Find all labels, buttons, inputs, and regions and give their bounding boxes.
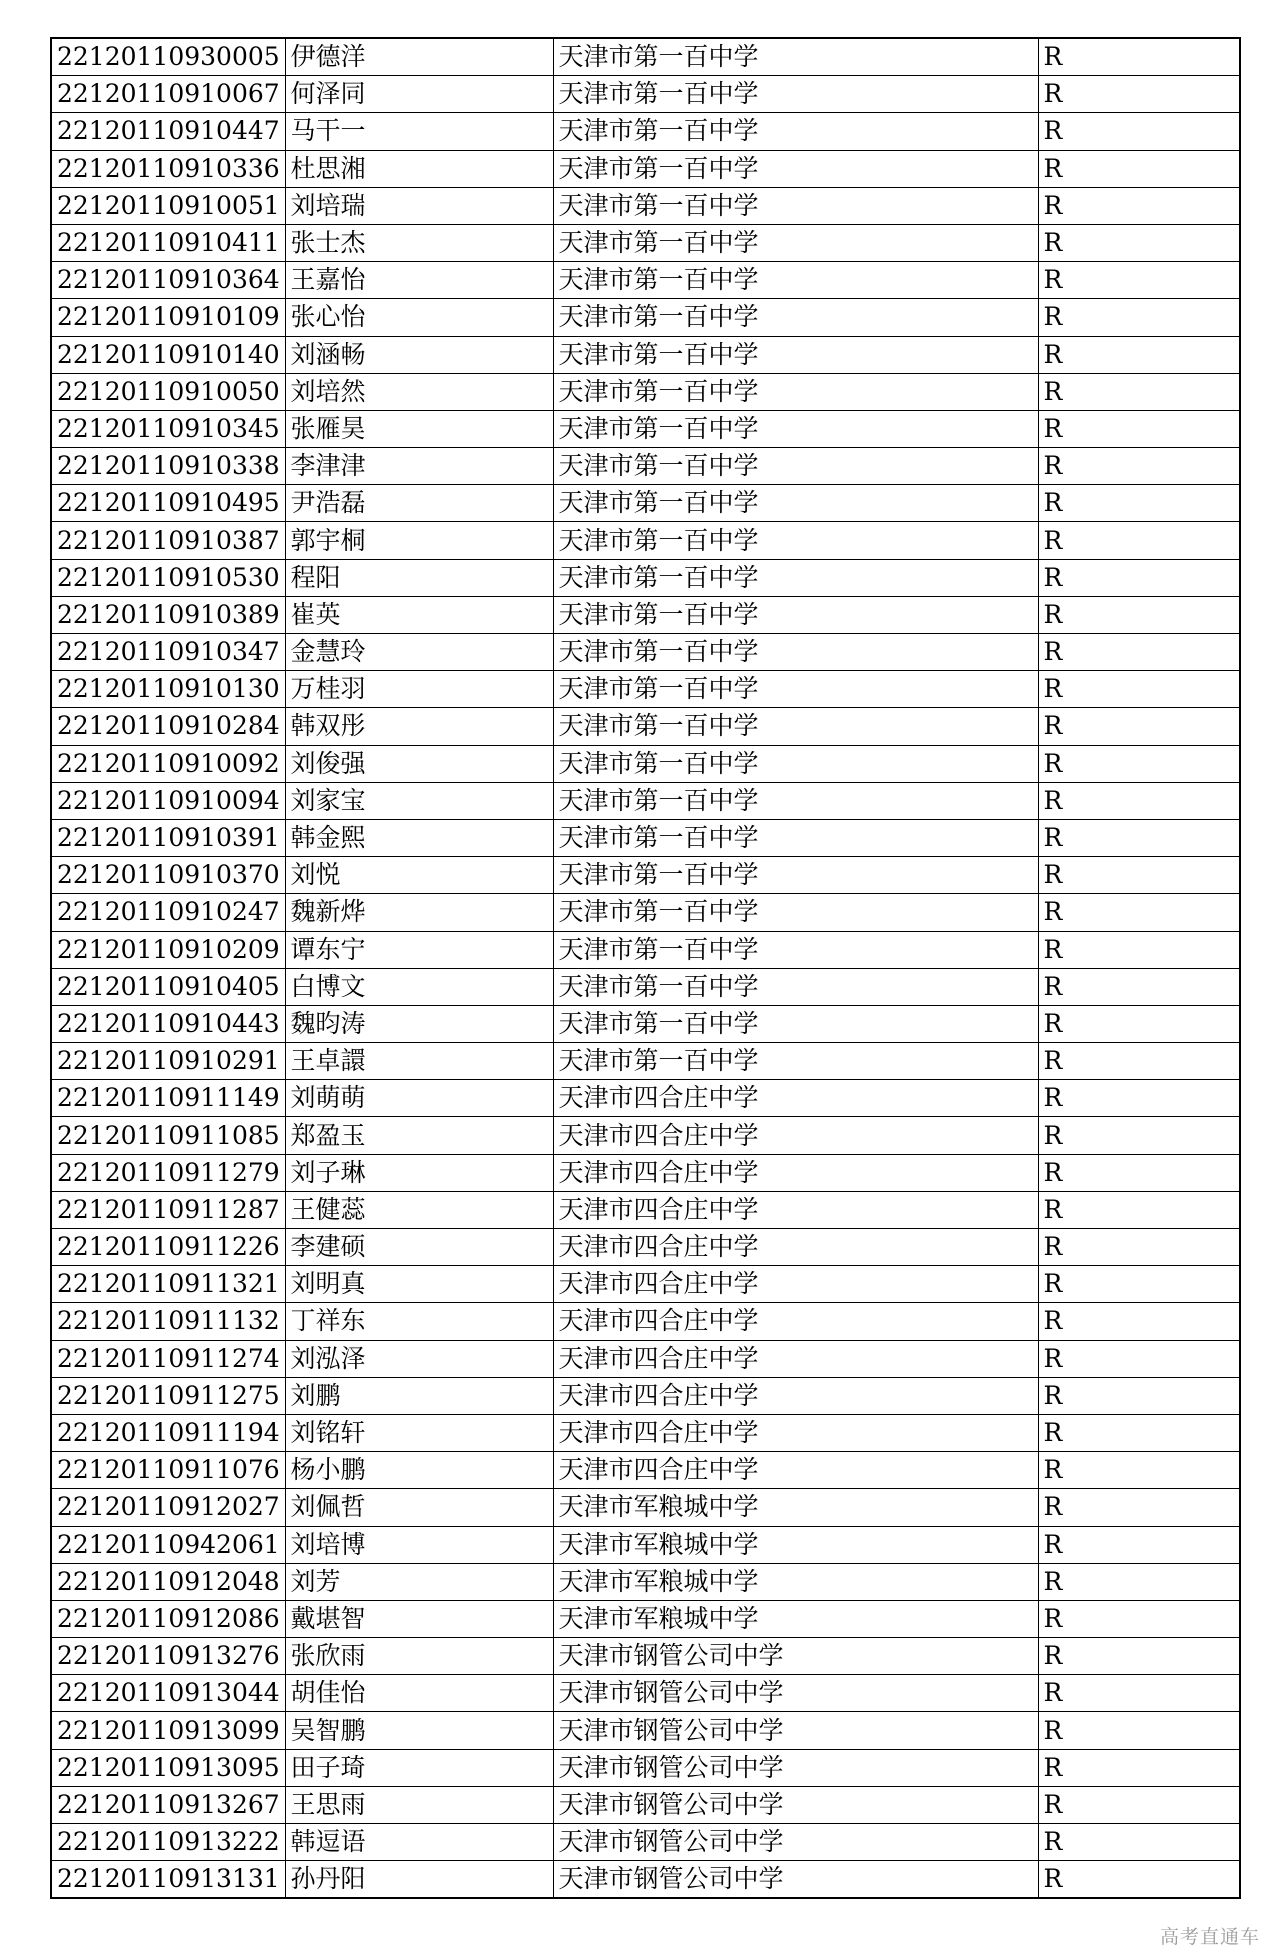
- school-name-cell: 天津市四合庄中学: [553, 1377, 1038, 1414]
- school-name-cell: 天津市第一百中学: [553, 968, 1038, 1005]
- student-id-cell: 22120110913276: [51, 1638, 285, 1675]
- school-name-cell: 天津市第一百中学: [553, 708, 1038, 745]
- grade-cell: R: [1038, 782, 1240, 819]
- student-name-cell: 谭东宁: [285, 931, 553, 968]
- student-id-cell: 22120110911226: [51, 1229, 285, 1266]
- table-row: [51, 1154, 1240, 1191]
- grade-cell: R: [1038, 671, 1240, 708]
- table-row: [51, 1191, 1240, 1228]
- roster-table: [50, 37, 1241, 1899]
- student-id-cell: 22120110913044: [51, 1675, 285, 1712]
- grade-cell: R: [1038, 1117, 1240, 1154]
- table-row: [51, 1489, 1240, 1526]
- student-name-cell: 崔英: [285, 596, 553, 633]
- student-id-cell: 22120110910389: [51, 596, 285, 633]
- table-row: [51, 522, 1240, 559]
- grade-cell: R: [1038, 522, 1240, 559]
- grade-cell: R: [1038, 1638, 1240, 1675]
- student-name-cell: 伊德洋: [285, 38, 553, 76]
- student-id-cell: 22120110910094: [51, 782, 285, 819]
- student-name-cell: 马干一: [285, 113, 553, 150]
- student-id-cell: 22120110910443: [51, 1005, 285, 1042]
- table-row: [51, 894, 1240, 931]
- table-row: [51, 1266, 1240, 1303]
- table-row: [51, 1303, 1240, 1340]
- table-row: [51, 1824, 1240, 1861]
- student-id-cell: 22120110911085: [51, 1117, 285, 1154]
- student-id-cell: 22120110910209: [51, 931, 285, 968]
- student-name-cell: 韩逗语: [285, 1824, 553, 1861]
- table-row: [51, 1600, 1240, 1637]
- student-name-cell: 刘俊强: [285, 745, 553, 782]
- student-id-cell: 22120110910092: [51, 745, 285, 782]
- student-id-cell: 22120110910530: [51, 559, 285, 596]
- school-name-cell: 天津市第一百中学: [553, 634, 1038, 671]
- student-id-cell: 22120110910387: [51, 522, 285, 559]
- grade-cell: R: [1038, 1154, 1240, 1191]
- student-name-cell: 王思雨: [285, 1786, 553, 1823]
- student-name-cell: 王卓譞: [285, 1043, 553, 1080]
- grade-cell: R: [1038, 745, 1240, 782]
- school-name-cell: 天津市钢管公司中学: [553, 1638, 1038, 1675]
- table-row: [51, 187, 1240, 224]
- student-name-cell: 刘佩哲: [285, 1489, 553, 1526]
- table-row: [51, 1861, 1240, 1899]
- school-name-cell: 天津市四合庄中学: [553, 1340, 1038, 1377]
- table-row: [51, 1452, 1240, 1489]
- table-row: [51, 150, 1240, 187]
- grade-cell: R: [1038, 187, 1240, 224]
- student-name-cell: 刘悦: [285, 857, 553, 894]
- grade-cell: R: [1038, 1452, 1240, 1489]
- student-name-cell: 张士杰: [285, 224, 553, 261]
- table-row: [51, 559, 1240, 596]
- table-row: [51, 1786, 1240, 1823]
- student-name-cell: 刘鹏: [285, 1377, 553, 1414]
- school-name-cell: 天津市军粮城中学: [553, 1526, 1038, 1563]
- student-id-cell: 22120110910109: [51, 299, 285, 336]
- school-name-cell: 天津市军粮城中学: [553, 1600, 1038, 1637]
- student-name-cell: 刘明真: [285, 1266, 553, 1303]
- student-id-cell: 22120110911274: [51, 1340, 285, 1377]
- student-name-cell: 田子琦: [285, 1749, 553, 1786]
- student-name-cell: 万桂羽: [285, 671, 553, 708]
- school-name-cell: 天津市第一百中学: [553, 336, 1038, 373]
- student-id-cell: 22120110910140: [51, 336, 285, 373]
- table-row: [51, 931, 1240, 968]
- student-id-cell: 22120110911194: [51, 1414, 285, 1451]
- student-name-cell: 李津津: [285, 448, 553, 485]
- school-name-cell: 天津市四合庄中学: [553, 1303, 1038, 1340]
- student-name-cell: 孙丹阳: [285, 1861, 553, 1899]
- student-id-cell: 22120110910247: [51, 894, 285, 931]
- school-name-cell: 天津市钢管公司中学: [553, 1749, 1038, 1786]
- table-row: [51, 968, 1240, 1005]
- watermark-text: 高考直通车: [1159, 1926, 1260, 1948]
- school-name-cell: 天津市钢管公司中学: [553, 1712, 1038, 1749]
- school-name-cell: 天津市钢管公司中学: [553, 1824, 1038, 1861]
- roster-body: [51, 38, 1240, 1898]
- grade-cell: R: [1038, 336, 1240, 373]
- table-row: [51, 38, 1240, 76]
- grade-cell: R: [1038, 1414, 1240, 1451]
- student-id-cell: 22120110913267: [51, 1786, 285, 1823]
- grade-cell: R: [1038, 1526, 1240, 1563]
- student-name-cell: 郑盈玉: [285, 1117, 553, 1154]
- student-name-cell: 戴堪智: [285, 1600, 553, 1637]
- grade-cell: R: [1038, 1080, 1240, 1117]
- table-row: [51, 410, 1240, 447]
- table-row: [51, 224, 1240, 261]
- grade-cell: R: [1038, 1043, 1240, 1080]
- school-name-cell: 天津市四合庄中学: [553, 1229, 1038, 1266]
- student-id-cell: 22120110911275: [51, 1377, 285, 1414]
- table-row: [51, 671, 1240, 708]
- table-row: [51, 1043, 1240, 1080]
- table-row: [51, 782, 1240, 819]
- grade-cell: R: [1038, 931, 1240, 968]
- school-name-cell: 天津市四合庄中学: [553, 1266, 1038, 1303]
- student-id-cell: 22120110910291: [51, 1043, 285, 1080]
- grade-cell: R: [1038, 1266, 1240, 1303]
- table-row: [51, 1377, 1240, 1414]
- student-name-cell: 魏昀涛: [285, 1005, 553, 1042]
- student-id-cell: 22120110910447: [51, 113, 285, 150]
- school-name-cell: 天津市第一百中学: [553, 894, 1038, 931]
- student-id-cell: 22120110910495: [51, 485, 285, 522]
- grade-cell: R: [1038, 485, 1240, 522]
- school-name-cell: 天津市第一百中学: [553, 671, 1038, 708]
- student-name-cell: 张心怡: [285, 299, 553, 336]
- grade-cell: R: [1038, 1861, 1240, 1899]
- student-id-cell: 22120110910411: [51, 224, 285, 261]
- school-name-cell: 天津市第一百中学: [553, 448, 1038, 485]
- student-id-cell: 22120110910370: [51, 857, 285, 894]
- student-id-cell: 22120110910051: [51, 187, 285, 224]
- school-name-cell: 天津市四合庄中学: [553, 1117, 1038, 1154]
- table-row: [51, 1229, 1240, 1266]
- student-name-cell: 何泽同: [285, 76, 553, 113]
- school-name-cell: 天津市军粮城中学: [553, 1489, 1038, 1526]
- student-id-cell: 22120110910391: [51, 819, 285, 856]
- table-row: [51, 1675, 1240, 1712]
- table-row: [51, 1005, 1240, 1042]
- student-name-cell: 王健蕊: [285, 1191, 553, 1228]
- school-name-cell: 天津市军粮城中学: [553, 1563, 1038, 1600]
- school-name-cell: 天津市第一百中学: [553, 1005, 1038, 1042]
- grade-cell: R: [1038, 1824, 1240, 1861]
- student-id-cell: 22120110911149: [51, 1080, 285, 1117]
- school-name-cell: 天津市第一百中学: [553, 1043, 1038, 1080]
- student-name-cell: 刘铭轩: [285, 1414, 553, 1451]
- school-name-cell: 天津市第一百中学: [553, 187, 1038, 224]
- student-name-cell: 刘家宝: [285, 782, 553, 819]
- student-name-cell: 李建硕: [285, 1229, 553, 1266]
- student-id-cell: 22120110910050: [51, 373, 285, 410]
- student-id-cell: 22120110910405: [51, 968, 285, 1005]
- roster-sheet: [50, 37, 1239, 1899]
- student-id-cell: 22120110910336: [51, 150, 285, 187]
- grade-cell: R: [1038, 634, 1240, 671]
- table-row: [51, 857, 1240, 894]
- grade-cell: R: [1038, 1600, 1240, 1637]
- table-row: [51, 1117, 1240, 1154]
- grade-cell: R: [1038, 150, 1240, 187]
- table-row: [51, 113, 1240, 150]
- student-id-cell: 22120110913222: [51, 1824, 285, 1861]
- student-name-cell: 胡佳怡: [285, 1675, 553, 1712]
- table-row: [51, 634, 1240, 671]
- grade-cell: R: [1038, 857, 1240, 894]
- table-row: [51, 596, 1240, 633]
- student-name-cell: 刘涵畅: [285, 336, 553, 373]
- grade-cell: R: [1038, 1563, 1240, 1600]
- table-row: [51, 448, 1240, 485]
- school-name-cell: 天津市钢管公司中学: [553, 1786, 1038, 1823]
- table-row: [51, 708, 1240, 745]
- school-name-cell: 天津市第一百中学: [553, 410, 1038, 447]
- table-row: [51, 819, 1240, 856]
- school-name-cell: 天津市四合庄中学: [553, 1191, 1038, 1228]
- student-name-cell: 刘芳: [285, 1563, 553, 1600]
- school-name-cell: 天津市第一百中学: [553, 38, 1038, 76]
- student-name-cell: 杨小鹏: [285, 1452, 553, 1489]
- school-name-cell: 天津市第一百中学: [553, 559, 1038, 596]
- grade-cell: R: [1038, 894, 1240, 931]
- school-name-cell: 天津市第一百中学: [553, 485, 1038, 522]
- student-id-cell: 22120110911287: [51, 1191, 285, 1228]
- student-name-cell: 刘培博: [285, 1526, 553, 1563]
- table-row: [51, 745, 1240, 782]
- student-id-cell: 22120110910284: [51, 708, 285, 745]
- school-name-cell: 天津市第一百中学: [553, 819, 1038, 856]
- student-id-cell: 22120110942061: [51, 1526, 285, 1563]
- school-name-cell: 天津市四合庄中学: [553, 1080, 1038, 1117]
- student-id-cell: 22120110912048: [51, 1563, 285, 1600]
- student-id-cell: 22120110912027: [51, 1489, 285, 1526]
- student-name-cell: 刘子琳: [285, 1154, 553, 1191]
- grade-cell: R: [1038, 1303, 1240, 1340]
- table-row: [51, 485, 1240, 522]
- grade-cell: R: [1038, 76, 1240, 113]
- student-name-cell: 魏新烨: [285, 894, 553, 931]
- school-name-cell: 天津市第一百中学: [553, 150, 1038, 187]
- grade-cell: R: [1038, 1489, 1240, 1526]
- school-name-cell: 天津市四合庄中学: [553, 1154, 1038, 1191]
- student-id-cell: 22120110910067: [51, 76, 285, 113]
- table-row: [51, 1414, 1240, 1451]
- school-name-cell: 天津市钢管公司中学: [553, 1861, 1038, 1899]
- student-name-cell: 尹浩磊: [285, 485, 553, 522]
- student-name-cell: 丁祥东: [285, 1303, 553, 1340]
- table-row: [51, 1080, 1240, 1117]
- table-row: [51, 1340, 1240, 1377]
- school-name-cell: 天津市第一百中学: [553, 857, 1038, 894]
- grade-cell: R: [1038, 1712, 1240, 1749]
- student-id-cell: 22120110911279: [51, 1154, 285, 1191]
- school-name-cell: 天津市第一百中学: [553, 931, 1038, 968]
- student-id-cell: 22120110910338: [51, 448, 285, 485]
- grade-cell: R: [1038, 224, 1240, 261]
- school-name-cell: 天津市第一百中学: [553, 596, 1038, 633]
- grade-cell: R: [1038, 1675, 1240, 1712]
- student-name-cell: 韩双彤: [285, 708, 553, 745]
- grade-cell: R: [1038, 1786, 1240, 1823]
- school-name-cell: 天津市第一百中学: [553, 299, 1038, 336]
- student-name-cell: 韩金熙: [285, 819, 553, 856]
- grade-cell: R: [1038, 1377, 1240, 1414]
- table-row: [51, 76, 1240, 113]
- grade-cell: R: [1038, 1749, 1240, 1786]
- school-name-cell: 天津市四合庄中学: [553, 1452, 1038, 1489]
- table-row: [51, 1526, 1240, 1563]
- student-id-cell: 22120110913131: [51, 1861, 285, 1899]
- school-name-cell: 天津市第一百中学: [553, 224, 1038, 261]
- student-name-cell: 刘泓泽: [285, 1340, 553, 1377]
- grade-cell: R: [1038, 819, 1240, 856]
- table-row: [51, 373, 1240, 410]
- student-id-cell: 22120110911076: [51, 1452, 285, 1489]
- student-name-cell: 刘萌萌: [285, 1080, 553, 1117]
- school-name-cell: 天津市第一百中学: [553, 782, 1038, 819]
- student-id-cell: 22120110911132: [51, 1303, 285, 1340]
- school-name-cell: 天津市钢管公司中学: [553, 1675, 1038, 1712]
- grade-cell: R: [1038, 448, 1240, 485]
- table-row: [51, 336, 1240, 373]
- student-id-cell: 22120110910130: [51, 671, 285, 708]
- student-name-cell: 程阳: [285, 559, 553, 596]
- grade-cell: R: [1038, 299, 1240, 336]
- student-name-cell: 吴智鹏: [285, 1712, 553, 1749]
- student-id-cell: 22120110913099: [51, 1712, 285, 1749]
- school-name-cell: 天津市第一百中学: [553, 262, 1038, 299]
- student-id-cell: 22120110930005: [51, 38, 285, 76]
- student-name-cell: 白博文: [285, 968, 553, 1005]
- grade-cell: R: [1038, 559, 1240, 596]
- student-name-cell: 王嘉怡: [285, 262, 553, 299]
- grade-cell: R: [1038, 1191, 1240, 1228]
- table-row: [51, 1749, 1240, 1786]
- student-id-cell: 22120110910347: [51, 634, 285, 671]
- grade-cell: R: [1038, 410, 1240, 447]
- student-name-cell: 刘培瑞: [285, 187, 553, 224]
- student-id-cell: 22120110912086: [51, 1600, 285, 1637]
- school-name-cell: 天津市第一百中学: [553, 76, 1038, 113]
- student-name-cell: 郭宇桐: [285, 522, 553, 559]
- school-name-cell: 天津市第一百中学: [553, 373, 1038, 410]
- student-name-cell: 杜思湘: [285, 150, 553, 187]
- table-row: [51, 1712, 1240, 1749]
- student-id-cell: 22120110910345: [51, 410, 285, 447]
- student-id-cell: 22120110911321: [51, 1266, 285, 1303]
- table-row: [51, 299, 1240, 336]
- student-id-cell: 22120110913095: [51, 1749, 285, 1786]
- school-name-cell: 天津市四合庄中学: [553, 1414, 1038, 1451]
- school-name-cell: 天津市第一百中学: [553, 113, 1038, 150]
- grade-cell: R: [1038, 1229, 1240, 1266]
- student-id-cell: 22120110910364: [51, 262, 285, 299]
- table-row: [51, 1638, 1240, 1675]
- student-name-cell: 刘培然: [285, 373, 553, 410]
- student-name-cell: 张雁昊: [285, 410, 553, 447]
- student-name-cell: 金慧玲: [285, 634, 553, 671]
- grade-cell: R: [1038, 968, 1240, 1005]
- grade-cell: R: [1038, 113, 1240, 150]
- grade-cell: R: [1038, 373, 1240, 410]
- table-row: [51, 1563, 1240, 1600]
- grade-cell: R: [1038, 1005, 1240, 1042]
- grade-cell: R: [1038, 38, 1240, 76]
- grade-cell: R: [1038, 596, 1240, 633]
- school-name-cell: 天津市第一百中学: [553, 745, 1038, 782]
- student-name-cell: 张欣雨: [285, 1638, 553, 1675]
- grade-cell: R: [1038, 1340, 1240, 1377]
- grade-cell: R: [1038, 708, 1240, 745]
- table-row: [51, 262, 1240, 299]
- grade-cell: R: [1038, 262, 1240, 299]
- school-name-cell: 天津市第一百中学: [553, 522, 1038, 559]
